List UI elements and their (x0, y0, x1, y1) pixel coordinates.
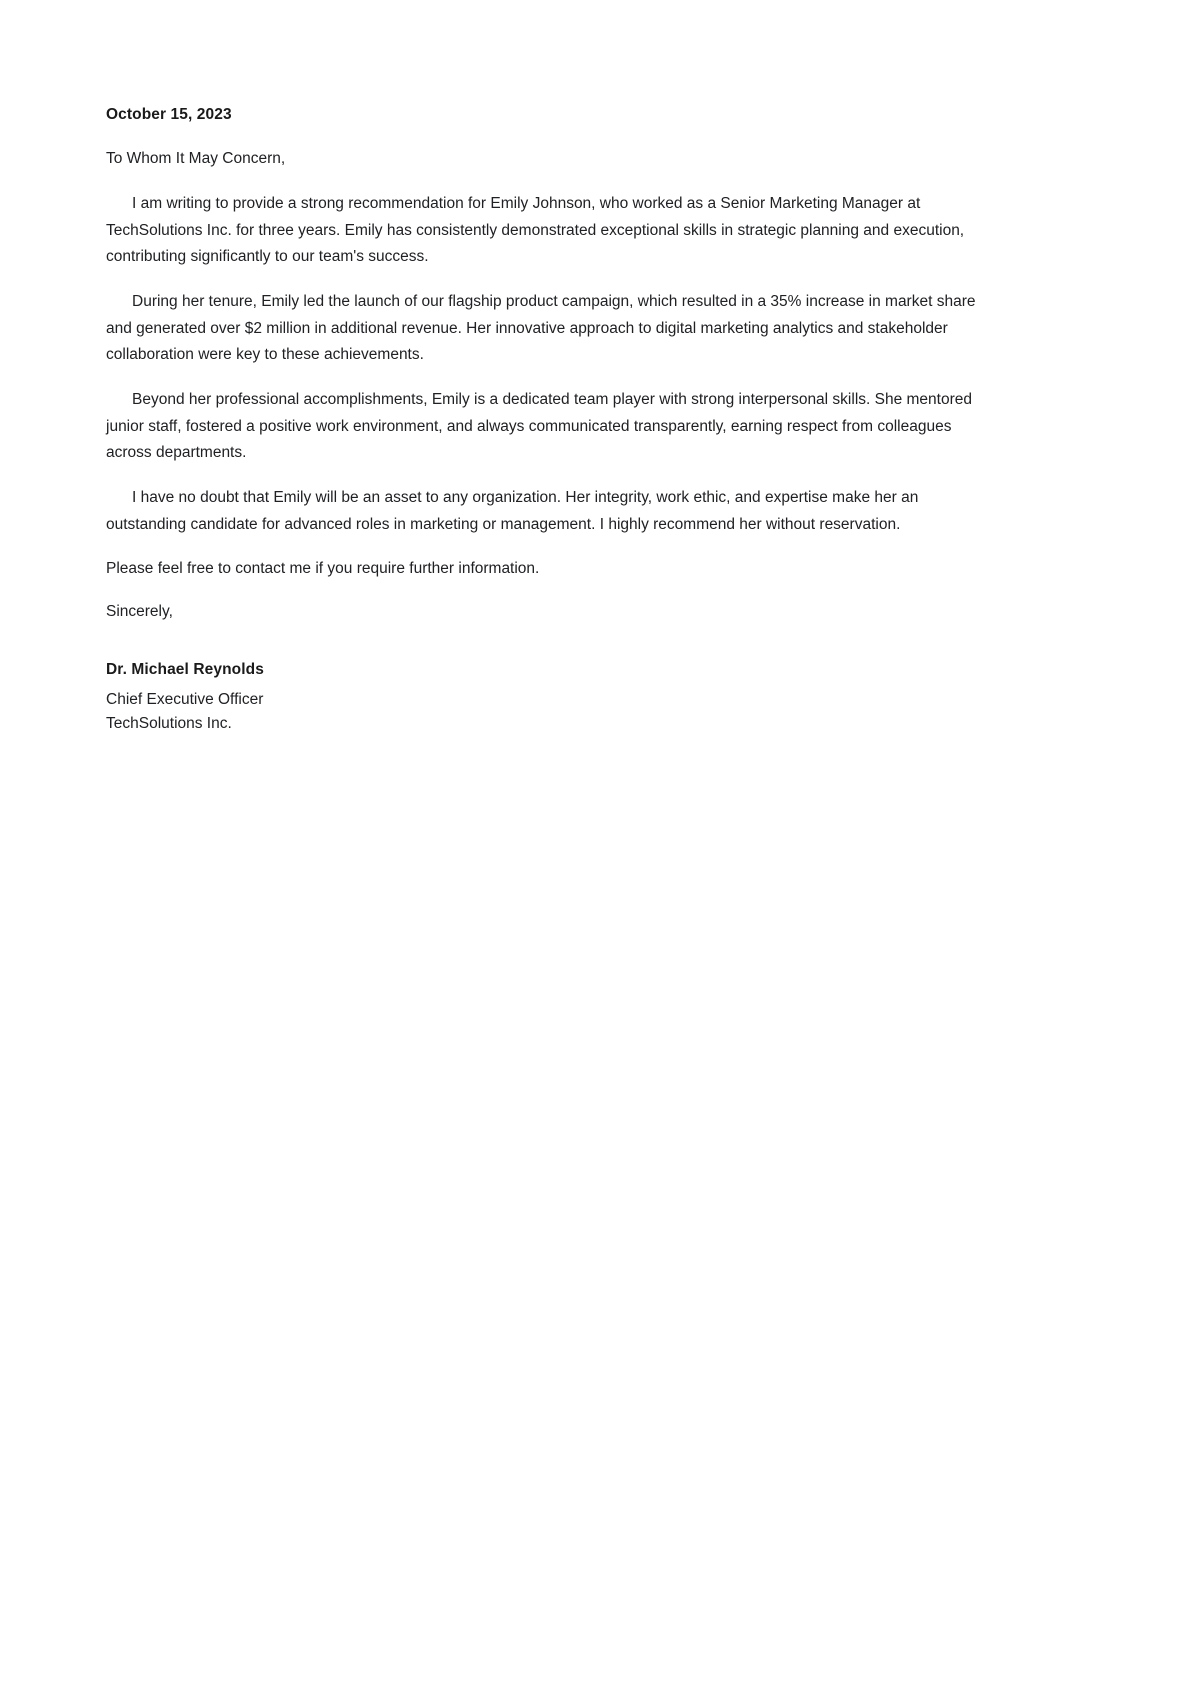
signer-name: Dr. Michael Reynolds (106, 661, 264, 679)
letter-salutation: To Whom It May Concern, (106, 150, 286, 168)
letter-body (106, 104, 978, 736)
signer-title: Chief Executive Officer (106, 690, 264, 708)
letter-closing: Sincerely, (106, 602, 173, 620)
letter-paragraph-4: I have no doubt that Emily will be an asset to any organization. Her integrity, work ethic, and expertise make her an outstanding candidate for advanced roles in marketing or management. I highly recommend her without reservation. (106, 488, 919, 533)
letter-paragraph-1: I am writing to provide a strong recommendation for Emily Johnson, who worked as a Senior Marketing Manager at TechSolutions Inc. for three years. Emily has consistently demonstrated exceptional skills in strategic planning and execution, contributing significantly to our team's success. (106, 194, 965, 266)
signature-block (106, 659, 978, 736)
signer-company: TechSolutions Inc. (106, 714, 232, 732)
letter-paragraph-2: During her tenure, Emily led the launch of our flagship product campaign, which resulted in a 35% increase in market share and generated over $2 million in additional revenue. Her innovative approach to digital marketing analytics and stakeholder collaboration were key to these achievements. (106, 292, 976, 364)
letter-paragraph-3: Beyond her professional accomplishments, Emily is a dedicated team player with strong interpersonal skills. She mentored junior staff, fostered a positive work environment, and always communicated transparently, earning respect from colleagues across departments. (106, 390, 972, 462)
letter-contact-note: Please feel free to contact me if you require further information. (106, 560, 540, 578)
signature-space (106, 623, 978, 659)
letter-date: October 15, 2023 (106, 106, 232, 123)
